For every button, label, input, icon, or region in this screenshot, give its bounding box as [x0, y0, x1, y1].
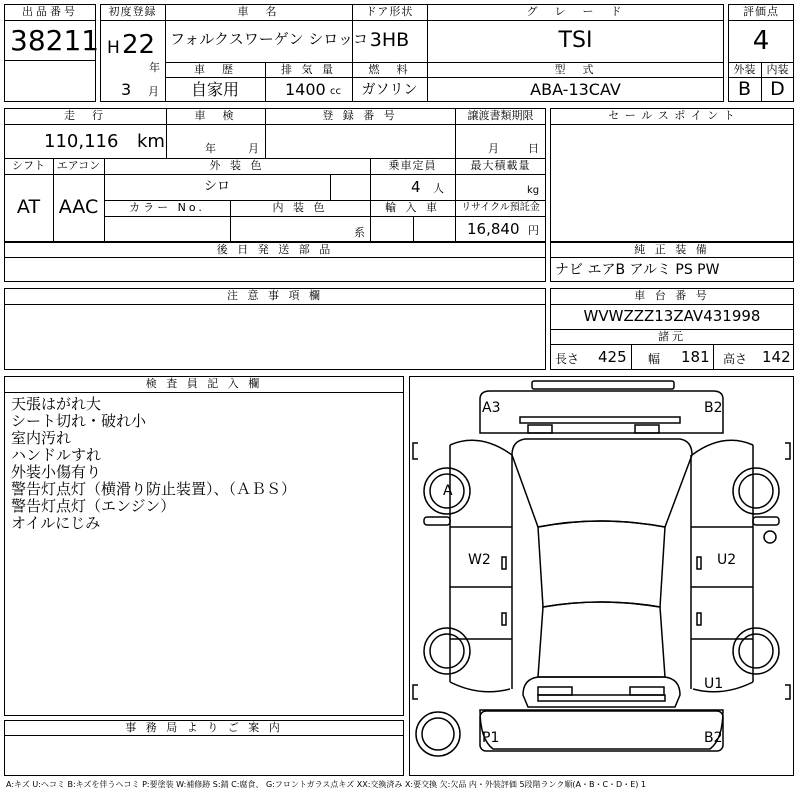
first-reg-month: 3	[121, 80, 132, 99]
remark-line: 外装小傷有り	[11, 463, 102, 481]
damage-mark: W2	[468, 552, 491, 568]
remark-line: 警告灯点灯（エンジン）	[11, 497, 176, 515]
transfer-month-unit: 月	[488, 142, 499, 155]
color-label: 外 装 色	[209, 159, 265, 172]
exterior-label: 外装	[733, 63, 756, 76]
legend: A:キズ U:ヘコミ B:キズを伴うヘコミ P:要塗装 W:補修跡 S:錆 C:腐食、 G:フロントガラス点キズ XX:交換済み X:要交換 欠:欠品 内・外装評価 5段階ランク順(A・B・C・D・E) 1	[6, 780, 647, 789]
inspection-year-unit: 年	[205, 142, 216, 155]
recycle-label: リサイクル預託金	[461, 202, 540, 213]
inspector-label: 検 査 員 記 入 欄	[145, 377, 263, 390]
load-unit: kg	[527, 185, 540, 196]
capacity-label: 乗車定員	[388, 159, 437, 172]
car-name-label: 車 名	[237, 5, 280, 18]
lot-number: 38211	[10, 24, 100, 57]
era: H	[107, 38, 120, 58]
office-label: 事 務 局 よ り ご 案 内	[125, 721, 283, 734]
remark-line: ハンドルすれ	[11, 446, 102, 464]
exterior-grade: B	[737, 78, 752, 100]
recycle-unit: 円	[528, 224, 539, 237]
mileage-unit: km	[137, 131, 165, 152]
damage-mark: B2	[704, 730, 723, 746]
damage-mark: B2	[704, 400, 723, 416]
recycle-fee: 16,840	[467, 220, 520, 238]
damage-mark: A	[443, 483, 453, 499]
vin: WVWZZZ13ZAV431998	[583, 307, 761, 325]
width: 181	[681, 348, 710, 366]
fuel: ガソリン	[361, 82, 418, 98]
score-label: 評価点	[743, 5, 779, 18]
displacement: 1400	[285, 80, 326, 99]
grade-label: グ レ ー ド	[526, 5, 625, 18]
remark-line: 天張はがれ大	[11, 395, 102, 413]
shift-label: シフト	[12, 159, 45, 172]
exterior-color: シロ	[203, 179, 230, 194]
height: 142	[762, 348, 791, 366]
inspection-label: 車 検	[194, 109, 237, 122]
first-reg-year: 22	[122, 30, 156, 60]
length: 425	[598, 348, 627, 366]
overall-score: 4	[752, 26, 770, 56]
displacement-unit: cc	[330, 86, 341, 97]
color-no-label: カラー No.	[129, 201, 205, 214]
remark-line: 室内汚れ	[11, 429, 72, 447]
equipment: ナビ エアB アルミ PS PW	[555, 262, 720, 278]
remark-line: オイルにじみ	[11, 514, 101, 532]
notes-label: 注 意 事 項 欄	[227, 289, 323, 302]
lot-label: 出品番号	[22, 5, 78, 18]
transfer-label: 譲渡書類期限	[467, 109, 534, 122]
grade: TSI	[558, 28, 593, 53]
fuel-label: 燃 料	[368, 63, 411, 76]
model-label: 型 式	[554, 63, 597, 76]
width-label: 幅	[648, 352, 661, 366]
year-unit: 年	[149, 61, 160, 74]
history-label: 車 歴	[194, 63, 236, 76]
month-unit: 月	[148, 85, 159, 98]
damage-diagram	[409, 376, 794, 776]
first-reg-label: 初度登録	[108, 5, 157, 18]
damage-mark: P1	[482, 730, 500, 746]
mileage: 110,116	[44, 131, 119, 152]
interior-color-unit: 系	[354, 226, 365, 239]
capacity-unit: 人	[433, 182, 444, 195]
model-code: ABA-13CAV	[530, 80, 621, 99]
shift: AT	[16, 196, 41, 218]
mileage-label: 走 行	[64, 109, 106, 122]
load-label: 最大積載量	[470, 159, 531, 172]
vin-label: 車 台 番 号	[634, 289, 710, 302]
ac-label: エアコン	[56, 159, 101, 172]
sales-point-label: セ ー ル ス ポ イ ン ト	[608, 109, 736, 122]
dimensions-label: 諸元	[658, 330, 686, 343]
car-name: フォルクスワーゲン シロッコ	[170, 30, 368, 48]
displacement-label: 排 気 量	[281, 63, 336, 76]
interior-color-label: 内 装 色	[272, 201, 328, 214]
damage-mark: A3	[482, 400, 501, 416]
later-parts-label: 後 日 発 送 部 品	[216, 243, 334, 256]
height-label: 高さ	[723, 352, 748, 366]
details-box	[4, 108, 546, 242]
damage-mark: U1	[704, 676, 724, 692]
length-label: 長さ	[555, 352, 580, 366]
car-outline-icon	[410, 377, 793, 775]
transfer-day-unit: 日	[528, 142, 539, 155]
remark-line: 警告灯点灯（横滑り防止装置）、（ＡＢＳ）	[11, 480, 297, 498]
plate-label: 登 録 番 号	[322, 109, 398, 122]
door-type: 3HB	[369, 29, 410, 51]
damage-mark: U2	[717, 552, 737, 568]
import-label: 輸 入 車	[385, 201, 440, 214]
sales-point-box	[550, 108, 794, 242]
inspection-month-unit: 月	[248, 142, 259, 155]
interior-label: 内装	[766, 63, 789, 76]
remark-line: シート切れ・破れ小	[11, 412, 147, 430]
capacity: 4	[411, 178, 421, 196]
history: 自家用	[190, 80, 239, 99]
interior-grade: D	[770, 78, 785, 100]
door-label: ドア形状	[365, 5, 414, 18]
equipment-label: 純 正 装 備	[634, 243, 710, 256]
air-conditioner: AAC	[58, 196, 99, 218]
